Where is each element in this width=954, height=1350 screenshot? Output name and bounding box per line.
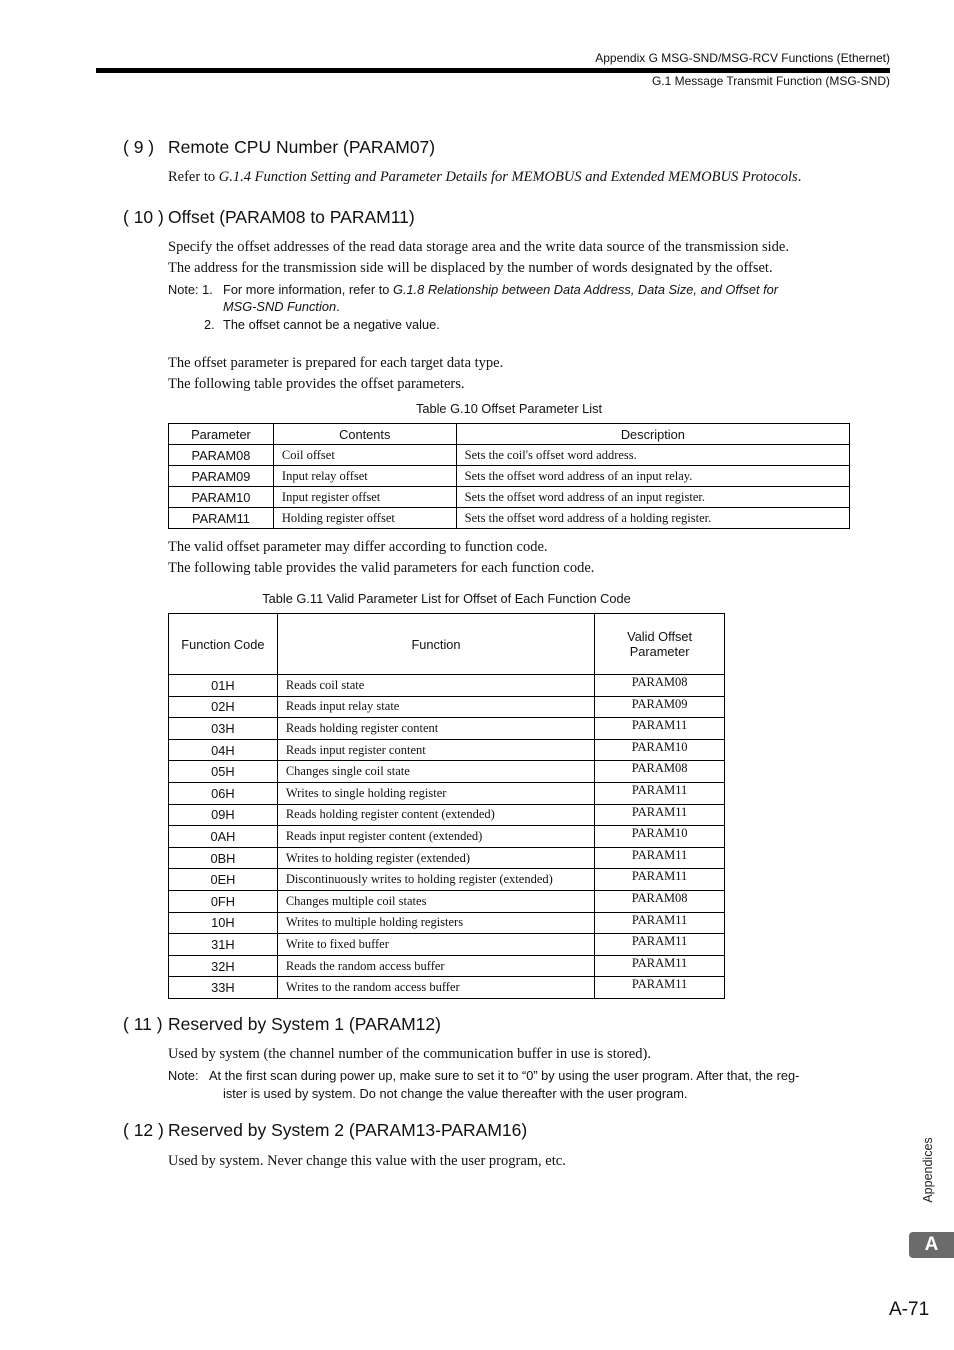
table-cell: Changes multiple coil states [277,890,594,912]
table-cell: Input relay offset [273,466,456,487]
table-row [169,696,725,718]
paragraph: Used by system. Never change this value with the user program, etc. [168,1153,566,1169]
section-number: ( 10 ) [123,207,164,227]
page-number: A-71 [889,1299,930,1320]
table-cell: PARAM11 [595,804,725,826]
note-line: At the first scan during power up, make sure to set it to “0” by using the user program. After that, the reg- [209,1068,800,1083]
table-cell: PARAM10 [169,487,274,508]
paragraph: The valid offset parameter may differ according to function code. [168,539,548,555]
table-header-row [169,424,850,445]
table-cell: Reads the random access buffer [277,955,594,977]
table-cell: Holding register offset [273,508,456,529]
table-row [169,977,725,999]
table-cell: Sets the coil's offset word address. [456,445,849,466]
table-cell: PARAM08 [595,675,725,697]
valid-offset-parameter-table [168,613,725,999]
reference-prefix: Refer to [168,169,219,185]
table-cell: 04H [169,739,278,761]
table-cell: Writes to the random access buffer [277,977,594,999]
table-row [169,739,725,761]
section-number: ( 11 ) [123,1014,163,1034]
section-number: ( 9 ) [123,137,155,157]
note-line: ister is used by system. Do not change the value thereafter with the user program. [223,1086,688,1101]
column-header: Contents [273,424,456,445]
column-header: Function Code [169,614,278,675]
table-cell: Discontinuously writes to holding register (extended) [277,869,594,891]
table-cell: Write to fixed buffer [277,934,594,956]
note-label: Note: [168,1068,199,1083]
paragraph: Specify the offset addresses of the read data storage area and the write data source of the transmission side. [168,239,789,255]
table-cell: PARAM11 [595,718,725,740]
table-cell: Reads holding register content [277,718,594,740]
table-cell: 0BH [169,847,278,869]
table-cell: Changes single coil state [277,761,594,783]
table-cell: PARAM11 [595,977,725,999]
table-row [169,826,725,848]
table-cell: PARAM09 [169,466,274,487]
table-row [169,466,850,487]
note-text: . [336,299,340,314]
paragraph: Used by system (the channel number of the communication buffer in use is stored). [168,1046,651,1062]
table-cell: Sets the offset word address of a holding register. [456,508,849,529]
table-cell: Reads input register content (extended) [277,826,594,848]
paragraph: The offset parameter is prepared for each target data type. [168,355,504,371]
appendix-tab[interactable]: A [909,1232,954,1258]
table-cell: 33H [169,977,278,999]
table-cell: 31H [169,934,278,956]
side-section-label: Appendices [921,1137,935,1203]
table-cell: PARAM11 [595,869,725,891]
running-header-section: G.1 Message Transmit Function (MSG-SND) [651,74,890,88]
table-cell: PARAM10 [595,739,725,761]
table-row [169,934,725,956]
reference-suffix: . [797,169,802,185]
note-label: Note: 1. [168,282,213,297]
section-10-heading [0,207,954,229]
table-row [169,804,725,826]
header-line: Parameter [629,644,690,659]
header-rule [96,68,890,73]
table-cell: PARAM11 [595,847,725,869]
section-title: Reserved by System 2 (PARAM13-PARAM16) [168,1120,528,1140]
table-row [169,955,725,977]
note-item-1-line2 [223,299,340,314]
table-cell: 09H [169,804,278,826]
paragraph: The following table provides the valid parameters for each function code. [168,560,595,576]
table-row [169,487,850,508]
paragraph: The address for the transmission side will be displaced by the number of words designated by the offset. [168,260,773,276]
table-cell: Writes to multiple holding registers [277,912,594,934]
table-cell: 02H [169,696,278,718]
note-reference-link[interactable]: MSG-SND Function [223,299,337,314]
table-cell: PARAM08 [595,890,725,912]
table-row [169,912,725,934]
table-row [169,761,725,783]
table-cell: 01H [169,675,278,697]
table-cell: 0AH [169,826,278,848]
table-cell: PARAM08 [169,445,274,466]
table-cell: 03H [169,718,278,740]
table-cell: PARAM11 [595,934,725,956]
table-row [169,890,725,912]
note-item-1-line1 [223,282,778,297]
table-11-caption: Table G.11 Valid Parameter List for Offset of Each Function Code [262,591,631,606]
table-cell: PARAM10 [595,826,725,848]
table-cell: Input register offset [273,487,456,508]
table-cell: 0EH [169,869,278,891]
note-reference-link[interactable]: G.1.8 Relationship between Data Address, Data Size, and Offset for [392,282,779,297]
table-row [169,718,725,740]
table-cell: PARAM11 [169,508,274,529]
table-cell: Writes to holding register (extended) [277,847,594,869]
table-row [169,445,850,466]
table-cell: PARAM11 [595,955,725,977]
section-9-heading [0,137,954,159]
table-cell: Sets the offset word address of an input relay. [456,466,849,487]
table-header-row [169,614,725,675]
table-cell: Coil offset [273,445,456,466]
table-row [169,675,725,697]
header-line: Valid Offset [627,629,693,644]
table-cell: PARAM08 [595,761,725,783]
paragraph: The following table provides the offset parameters. [168,376,465,392]
table-cell: Writes to single holding register [277,782,594,804]
table-row [169,847,725,869]
note-text: For more information, refer to [223,282,393,297]
table-row [169,782,725,804]
table-cell: 0FH [169,890,278,912]
section-12-heading [0,1120,954,1142]
table-cell: Reads input relay state [277,696,594,718]
table-cell: 32H [169,955,278,977]
section-9-reference [168,169,801,186]
table-cell: Reads coil state [277,675,594,697]
table-cell: 10H [169,912,278,934]
running-header-chapter: Appendix G MSG-SND/MSG-RCV Functions (Ethernet) [595,51,890,65]
table-cell: PARAM09 [595,696,725,718]
section-number: ( 12 ) [123,1120,164,1140]
section-title: Offset (PARAM08 to PARAM11) [168,207,415,227]
section-title: Remote CPU Number (PARAM07) [168,137,436,157]
section-title: Reserved by System 1 (PARAM12) [168,1014,441,1034]
table-cell: 06H [169,782,278,804]
column-header: Parameter [169,424,274,445]
table-cell: PARAM11 [595,782,725,804]
table-cell: Sets the offset word address of an input register. [456,487,849,508]
column-header: Description [456,424,849,445]
table-cell: Reads input register content [277,739,594,761]
table-cell: Reads holding register content (extended) [277,804,594,826]
column-header [595,614,725,675]
table-row [169,508,850,529]
table-cell: PARAM11 [595,912,725,934]
table-row [169,869,725,891]
offset-parameter-table [168,423,850,529]
reference-link[interactable]: G.1.4 Function Setting and Parameter Details for MEMOBUS and Extended MEMOBUS Protocols [218,169,798,185]
section-11-heading [0,1014,954,1036]
table-cell: 05H [169,761,278,783]
note-item-2-number: 2. [204,317,215,332]
table-10-caption: Table G.10 Offset Parameter List [415,401,603,416]
note-item-2: The offset cannot be a negative value. [223,317,440,332]
column-header: Function [277,614,594,675]
